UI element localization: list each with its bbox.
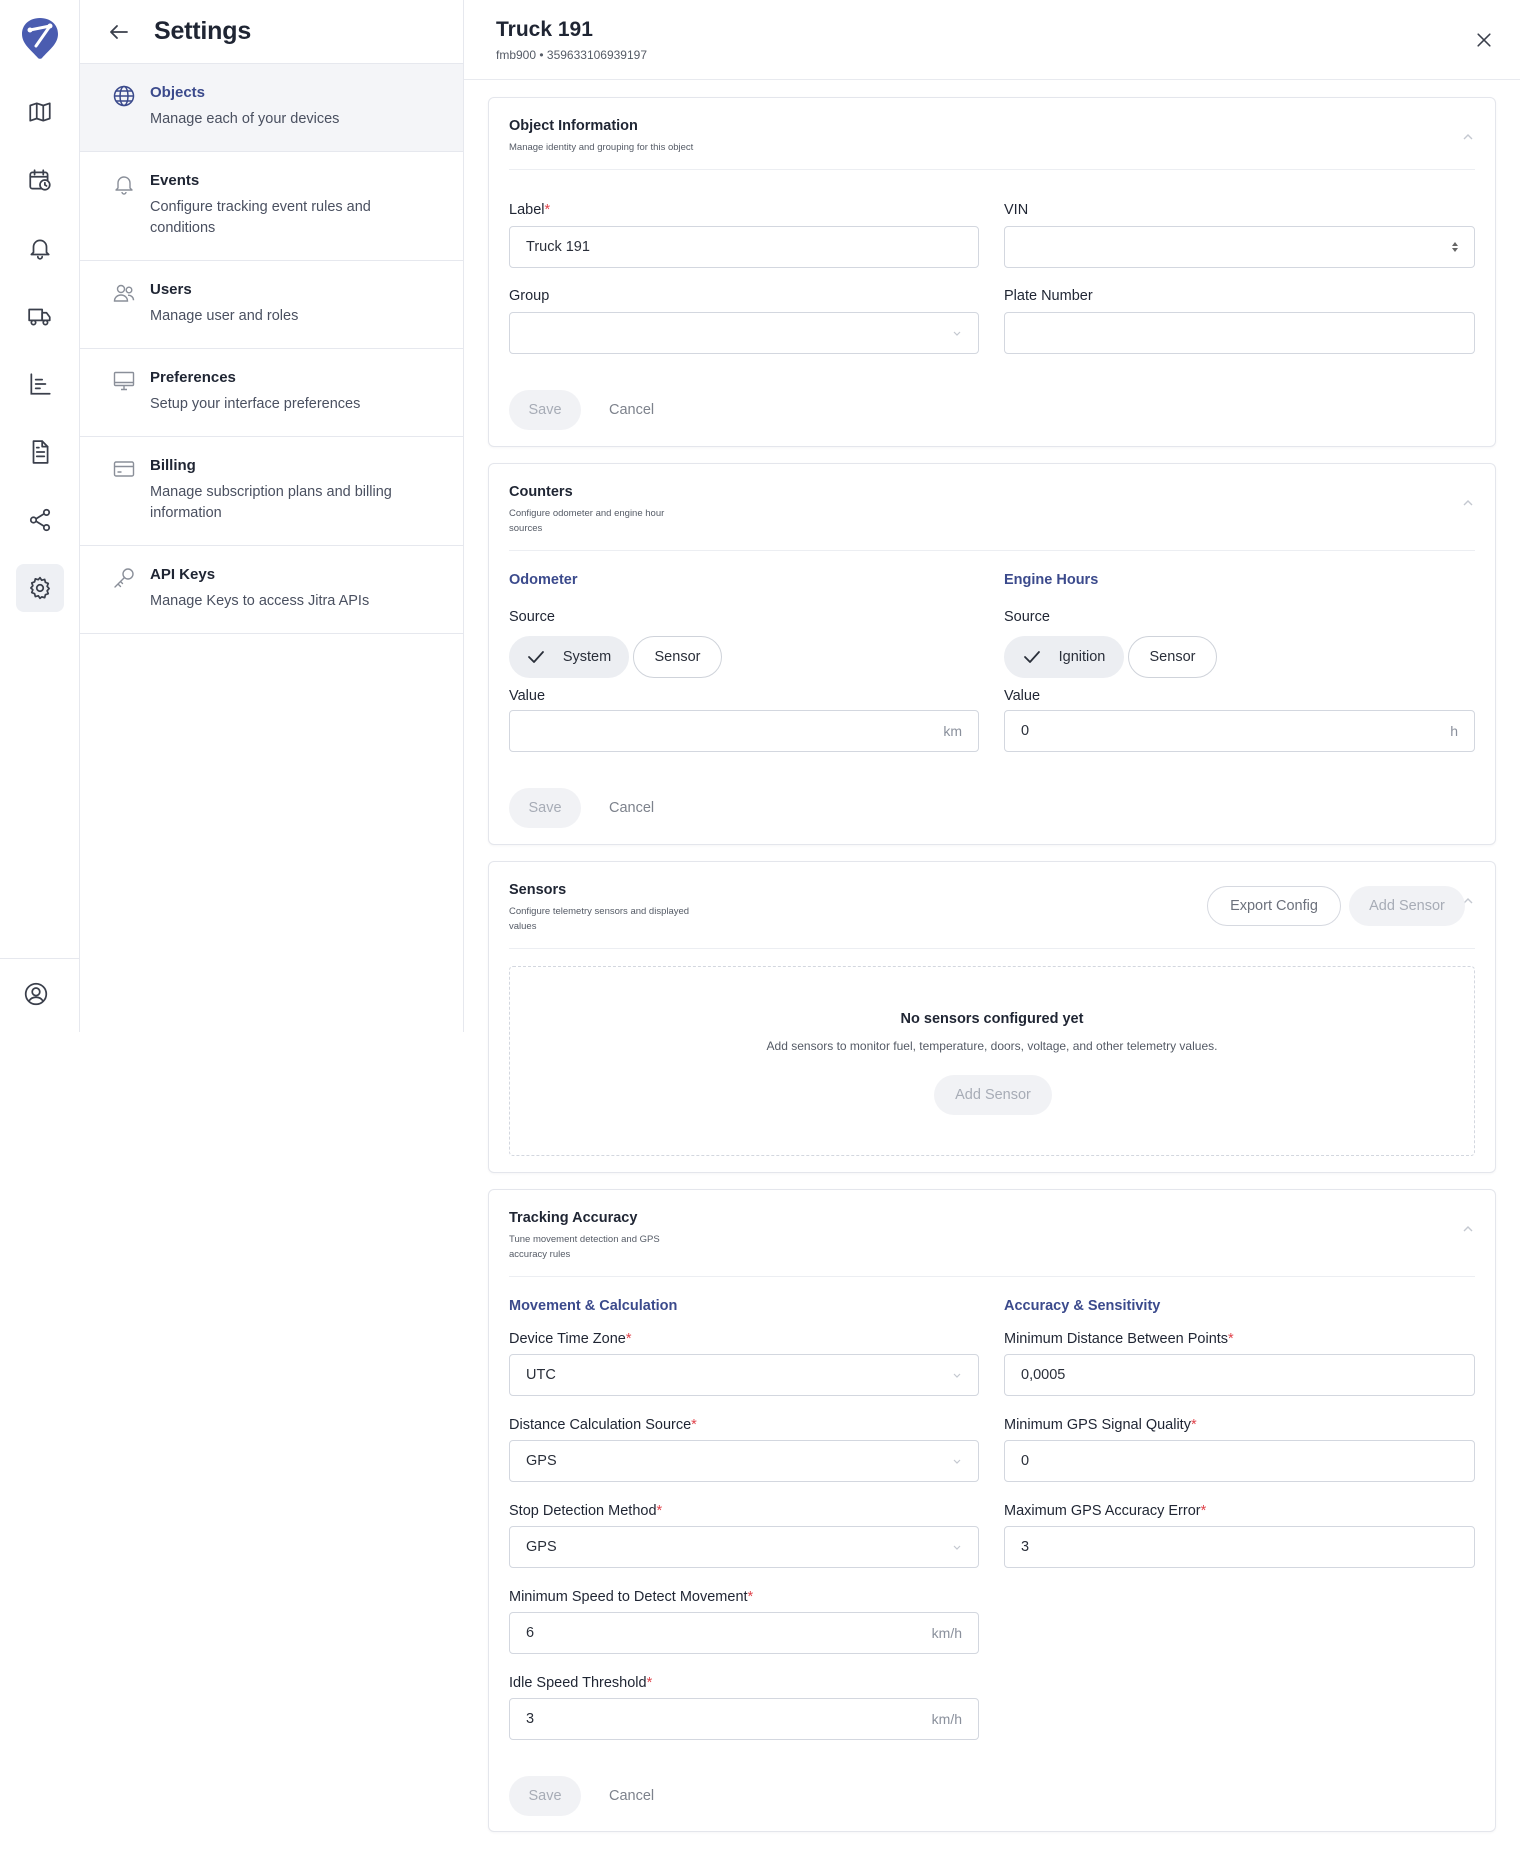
- sensors-empty-state: [509, 966, 1475, 1156]
- empty-add-sensor-button[interactable]: Add Sensor: [934, 1075, 1052, 1115]
- key-icon: [112, 566, 136, 590]
- add-sensor-button[interactable]: Add Sensor: [1349, 886, 1465, 926]
- required-mark: *: [1200, 1503, 1207, 1519]
- engine-hours-source-ignition-option[interactable]: [1004, 636, 1124, 678]
- engine-hours-value-input[interactable]: [1004, 710, 1475, 752]
- bell-icon[interactable]: [16, 224, 64, 272]
- min-speed-label: [509, 1589, 753, 1605]
- min-gps-quality-label: [1004, 1417, 1197, 1433]
- nav-item-preferences[interactable]: [80, 349, 463, 437]
- counters-card: [488, 463, 1496, 845]
- card-title: Object Information: [509, 118, 638, 134]
- label-text: Minimum GPS Signal Quality: [1004, 1417, 1191, 1433]
- nav-item-objects[interactable]: [80, 64, 463, 152]
- required-mark: *: [656, 1503, 663, 1519]
- nav-item-events[interactable]: [80, 152, 463, 261]
- odometer-source-sensor-option[interactable]: [633, 636, 722, 678]
- label-text: Device Time Zone: [509, 1331, 626, 1347]
- unit-suffix: h: [1450, 723, 1458, 739]
- nav-item-desc: Manage Keys to access Jitra APIs: [150, 593, 370, 609]
- empty-state-description: Add sensors to monitor fuel, temperature, doors, voltage, and other telemetry values.: [766, 1039, 1218, 1053]
- plate-number-input[interactable]: [1004, 312, 1475, 354]
- label-text: Distance Calculation Source: [509, 1417, 692, 1433]
- chevron-down-icon: [952, 1370, 962, 1380]
- nav-item-desc: Setup your interface preferences: [150, 396, 361, 412]
- object-subtitle: fmb900 • 359633106939197: [496, 48, 648, 62]
- check-icon: [527, 648, 545, 666]
- distance-source-label: [509, 1417, 697, 1433]
- bell-icon: [112, 172, 136, 196]
- stop-method-label: [509, 1503, 662, 1519]
- calendar-clock-icon[interactable]: [16, 156, 64, 204]
- credit-card-icon: [112, 457, 136, 481]
- label-input[interactable]: [509, 226, 979, 268]
- odometer-value-label: Value: [509, 688, 546, 704]
- min-gps-quality-value: 0: [1021, 1453, 1030, 1469]
- group-select[interactable]: [509, 312, 979, 354]
- label-text: Label: [509, 202, 545, 218]
- idle-speed-value: 3: [526, 1711, 535, 1727]
- option-label: Sensor: [1149, 649, 1196, 665]
- object-information-card: [488, 97, 1496, 447]
- max-gps-error-input[interactable]: [1004, 1526, 1475, 1568]
- idle-speed-label: [509, 1675, 652, 1691]
- document-icon[interactable]: [16, 428, 64, 476]
- engine-hours-value: 0: [1021, 723, 1030, 739]
- odometer-source-label: Source: [509, 609, 555, 625]
- required-mark: *: [747, 1589, 754, 1605]
- cancel-button[interactable]: Cancel: [609, 1788, 655, 1804]
- required-mark: *: [646, 1675, 653, 1691]
- panel-header: [464, 0, 1520, 80]
- nav-item-desc: Configure tracking event rules and conditions: [150, 199, 371, 236]
- user-account-icon[interactable]: [12, 970, 60, 1018]
- nav-item-title: Preferences: [150, 369, 236, 386]
- label-text: Maximum GPS Accuracy Error: [1004, 1503, 1201, 1519]
- chevron-down-icon: [952, 1542, 962, 1552]
- engine-hours-source-label: Source: [1004, 609, 1050, 625]
- option-label: Sensor: [654, 649, 701, 665]
- chevron-up-icon[interactable]: [1461, 1222, 1475, 1236]
- accuracy-sensitivity-heading: Accuracy & Sensitivity: [1004, 1298, 1161, 1314]
- engine-hours-value-label: Value: [1004, 688, 1041, 704]
- settings-gear-icon[interactable]: [16, 564, 64, 612]
- movement-calculation-heading: Movement & Calculation: [509, 1298, 678, 1314]
- engine-hours-source-sensor-option[interactable]: [1128, 636, 1217, 678]
- vin-field-label: VIN: [1004, 202, 1029, 218]
- stop-method-select[interactable]: [509, 1526, 979, 1568]
- option-label: Ignition: [1058, 649, 1106, 665]
- min-gps-quality-input[interactable]: [1004, 1440, 1475, 1482]
- truck-icon[interactable]: [16, 292, 64, 340]
- card-header: [509, 98, 1475, 170]
- card-title: Tracking Accuracy: [509, 1210, 638, 1226]
- time-zone-select[interactable]: [509, 1354, 979, 1396]
- idle-speed-input[interactable]: [509, 1698, 979, 1740]
- nav-item-billing[interactable]: [80, 437, 463, 546]
- settings-nav-header: [80, 0, 463, 64]
- card-header: [509, 1190, 1475, 1277]
- label-text: Stop Detection Method: [509, 1503, 657, 1519]
- chevron-up-icon[interactable]: [1461, 130, 1475, 144]
- empty-state-title: No sensors configured yet: [900, 1011, 1084, 1027]
- engine-hours-heading: Engine Hours: [1004, 572, 1099, 588]
- nav-item-desc: Manage each of your devices: [150, 111, 340, 127]
- nav-item-title: Objects: [150, 84, 206, 101]
- min-distance-label: [1004, 1331, 1234, 1347]
- map-icon[interactable]: [16, 88, 64, 136]
- required-mark: *: [544, 202, 551, 218]
- card-title: Counters: [509, 484, 573, 500]
- monitor-icon: [112, 369, 136, 393]
- vin-input[interactable]: [1004, 226, 1475, 268]
- number-stepper-icon[interactable]: [1452, 242, 1458, 252]
- save-button[interactable]: Save: [509, 788, 581, 828]
- back-arrow-icon[interactable]: [106, 19, 132, 45]
- app-logo-icon[interactable]: [20, 16, 60, 60]
- time-zone-label: [509, 1331, 632, 1347]
- nav-item-title: Users: [150, 281, 192, 298]
- card-description: Manage identity and grouping for this object: [509, 142, 694, 153]
- chevron-up-icon[interactable]: [1461, 496, 1475, 510]
- card-header: [509, 464, 1475, 551]
- nav-item-desc: Manage user and roles: [150, 308, 299, 324]
- odometer-heading: Odometer: [509, 572, 578, 588]
- app-rail: [0, 0, 80, 1032]
- reports-chart-icon[interactable]: [16, 360, 64, 408]
- settings-nav: [80, 0, 464, 1032]
- users-icon: [112, 281, 136, 305]
- time-zone-value: UTC: [526, 1367, 556, 1383]
- nav-item-users[interactable]: [80, 261, 463, 349]
- object-title: Truck 191: [496, 18, 593, 41]
- rail-divider: [0, 958, 80, 959]
- card-description: Configure telemetry sensors and displayed values: [509, 906, 690, 932]
- object-detail-panel: [464, 0, 1520, 1849]
- cancel-button[interactable]: Cancel: [609, 402, 655, 418]
- save-button[interactable]: Save: [509, 390, 581, 430]
- label-value: Truck 191: [526, 239, 590, 255]
- label-field-label: [509, 202, 550, 218]
- label-text: Minimum Distance Between Points: [1004, 1331, 1229, 1347]
- card-description: Tune movement detection and GPS accuracy rules: [509, 1234, 660, 1260]
- max-gps-error-value: 3: [1021, 1539, 1030, 1555]
- odometer-source-system-option[interactable]: [509, 636, 629, 678]
- close-icon[interactable]: [1472, 28, 1496, 52]
- nav-item-title: Billing: [150, 457, 196, 474]
- max-gps-error-label: [1004, 1503, 1206, 1519]
- odometer-value-input[interactable]: [509, 710, 979, 752]
- cancel-button[interactable]: Cancel: [609, 800, 655, 816]
- card-description: Configure odometer and engine hour sources: [509, 508, 665, 534]
- check-icon: [1023, 648, 1041, 666]
- chevron-down-icon: [952, 328, 962, 338]
- nav-item-desc: Manage subscription plans and billing information: [150, 484, 392, 521]
- globe-icon: [112, 84, 136, 108]
- chevron-down-icon: [952, 1456, 962, 1466]
- share-icon[interactable]: [16, 496, 64, 544]
- min-distance-value: 0,0005: [1021, 1367, 1066, 1383]
- min-speed-input[interactable]: [509, 1612, 979, 1654]
- label-text: Idle Speed Threshold: [509, 1675, 647, 1691]
- label-text: Minimum Speed to Detect Movement: [509, 1589, 748, 1605]
- nav-item-api-keys[interactable]: [80, 546, 463, 634]
- unit-suffix: km/h: [931, 1711, 962, 1727]
- required-mark: *: [1228, 1331, 1234, 1347]
- stop-method-value: GPS: [526, 1539, 557, 1555]
- group-field-label: Group: [509, 288, 550, 304]
- nav-item-title: API Keys: [150, 566, 216, 583]
- unit-suffix: km: [943, 723, 962, 739]
- nav-item-title: Events: [150, 172, 200, 189]
- min-speed-value: 6: [526, 1625, 535, 1641]
- sensors-card: [488, 861, 1496, 1173]
- export-config-button[interactable]: Export Config: [1207, 886, 1341, 926]
- tracking-accuracy-card: [488, 1189, 1496, 1832]
- required-mark: *: [1190, 1417, 1197, 1433]
- required-mark: *: [691, 1417, 697, 1433]
- option-label: System: [562, 649, 612, 665]
- unit-suffix: km/h: [931, 1625, 962, 1641]
- distance-source-value: GPS: [526, 1453, 557, 1469]
- save-button[interactable]: Save: [509, 1776, 581, 1816]
- plate-field-label: Plate Number: [1004, 288, 1093, 304]
- settings-title: Settings: [154, 17, 252, 45]
- card-title: Sensors: [509, 882, 567, 898]
- min-distance-input[interactable]: [1004, 1354, 1475, 1396]
- distance-source-select[interactable]: [509, 1440, 979, 1482]
- required-mark: *: [625, 1331, 632, 1347]
